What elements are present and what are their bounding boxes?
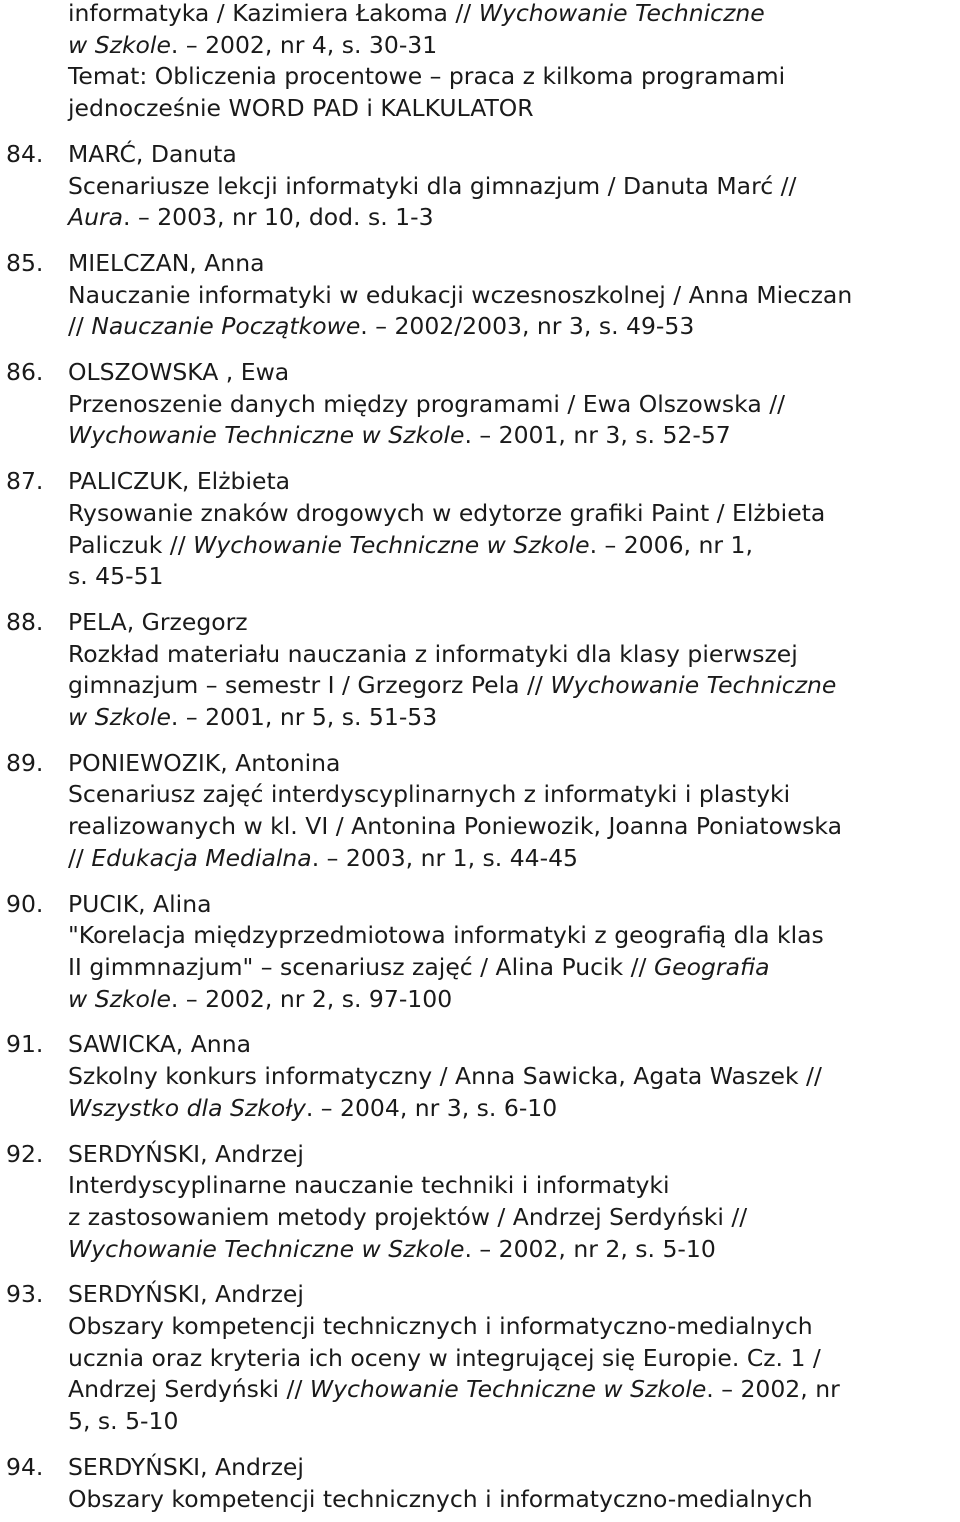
entry-text-line	[68, 93, 960, 125]
entry-number: 84.	[6, 139, 44, 168]
entry-text-line	[68, 952, 960, 984]
entry-author	[68, 889, 960, 921]
bibliography-entry	[6, 248, 960, 343]
text-segment: "Korelacja międzyprzedmiotowa informatyki z geografią dla klas	[68, 921, 824, 950]
text-segment: . – 2001, nr 5, s. 51-53	[170, 703, 438, 732]
entry-number: 85.	[6, 248, 44, 277]
text-segment: Obszary kompetencji technicznych i informatyczno-medialnych	[68, 1312, 813, 1341]
entry-text-line	[68, 202, 960, 234]
entry-number: 88.	[6, 607, 44, 636]
entry-text-line	[68, 0, 960, 30]
entry-text-line	[68, 1311, 960, 1343]
publication-title: Geografia	[653, 952, 770, 981]
entry-author	[68, 357, 960, 389]
text-segment: . – 2003, nr 1, s. 44-45	[311, 843, 579, 872]
text-segment: Przenoszenie danych między programami / Ewa Olszowska //	[68, 389, 786, 418]
text-segment: . – 2002/2003, nr 3, s. 49-53	[360, 312, 695, 341]
publication-title: Wychowanie Techniczne w Szkole	[309, 1375, 707, 1404]
text-segment: . – 2002, nr 2, s. 97-100	[170, 984, 453, 1013]
text-segment: //	[68, 312, 92, 341]
entry-text-line	[68, 779, 960, 811]
text-segment: . – 2001, nr 3, s. 52-57	[464, 421, 731, 450]
text-segment: gimnazjum – semestr I / Grzegorz Pela //	[68, 671, 551, 700]
publication-title: Aura	[68, 203, 124, 232]
publication-title: w Szkole	[68, 30, 171, 59]
entry-author	[68, 1139, 960, 1171]
text-segment: realizowanych w kl. VI / Antonina Poniewozik, Joanna Poniatowska	[68, 812, 843, 841]
entry-text-line	[68, 30, 960, 62]
entry-text-line	[68, 389, 960, 421]
entry-text-line	[68, 498, 960, 530]
bibliography-entry	[6, 466, 960, 593]
text-segment: . – 2003, nr 10, dod. s. 1-3	[123, 203, 434, 232]
entry-text-line	[68, 311, 960, 343]
text-segment: Rozkład materiału nauczania z informatyki dla klasy pierwszej	[68, 639, 798, 668]
text-segment: . – 2006, nr 1,	[589, 530, 753, 559]
text-segment: //	[68, 843, 92, 872]
entry-text-line	[68, 420, 960, 452]
text-segment: PALICZUK, Elżbieta	[68, 467, 291, 496]
entry-text-line	[68, 920, 960, 952]
text-segment: 5, s. 5-10	[68, 1407, 179, 1436]
bibliography-entry	[6, 1279, 960, 1438]
entry-text-line	[68, 171, 960, 203]
entry-number: 92.	[6, 1139, 44, 1168]
text-segment: Paliczuk //	[68, 530, 194, 559]
entry-text-line	[68, 280, 960, 312]
entry-text-line	[68, 561, 960, 593]
text-segment: Scenariusze lekcji informatyki dla gimnazjum / Danuta Marć //	[68, 171, 797, 200]
text-segment: informatyka / Kazimiera Łakoma //	[68, 0, 479, 27]
publication-title: Wychowanie Techniczne	[550, 671, 837, 700]
entry-text-line	[68, 1093, 960, 1125]
bibliography-entry	[6, 1029, 960, 1124]
bibliography-entry	[6, 1139, 960, 1266]
text-segment: Nauczanie informatyki w edukacji wczesnoszkolnej / Anna Mieczan	[68, 280, 853, 309]
bibliography-entry	[6, 607, 960, 734]
entry-text-line	[68, 1484, 960, 1516]
publication-title: w Szkole	[68, 703, 171, 732]
text-segment: OLSZOWSKA , Ewa	[68, 358, 290, 387]
text-segment: Rysowanie znaków drogowych w edytorze grafiki Paint / Elżbieta	[68, 498, 826, 527]
text-segment: Szkolny konkurs informatyczny / Anna Sawicka, Agata Waszek //	[68, 1062, 822, 1091]
text-segment: . – 2002, nr	[706, 1375, 840, 1404]
entry-author	[68, 1029, 960, 1061]
text-segment: Temat: Obliczenia procentowe – praca z kilkoma programami	[68, 62, 786, 91]
text-segment: s. 45-51	[68, 562, 164, 591]
entry-text-line	[68, 670, 960, 702]
publication-title: Wychowanie Techniczne w Szkole	[68, 1234, 465, 1263]
bibliography-entry	[6, 139, 960, 234]
entry-text-line	[68, 984, 960, 1016]
publication-title: Edukacja Medialna	[91, 843, 312, 872]
entry-number: 86.	[6, 358, 44, 387]
entry-author	[68, 607, 960, 639]
publication-title: Wychowanie Techniczne	[478, 0, 765, 27]
entry-number: 90.	[6, 889, 44, 918]
text-segment: II gimmnazjum" – scenariusz zajęć / Alina Pucik //	[68, 952, 654, 981]
bibliography-entry	[6, 0, 960, 125]
text-segment: jednocześnie WORD PAD i KALKULATOR	[68, 94, 534, 123]
text-segment: MARĆ, Danuta	[68, 139, 237, 168]
entry-author	[68, 466, 960, 498]
entry-author	[68, 1279, 960, 1311]
text-segment: Andrzej Serdyński //	[68, 1375, 310, 1404]
entry-text-line	[68, 1406, 960, 1438]
entry-text-line	[68, 1234, 960, 1266]
text-segment: SAWICKA, Anna	[68, 1030, 251, 1059]
entry-number: 91.	[6, 1030, 44, 1059]
entry-number: 93.	[6, 1280, 44, 1309]
entry-text-line	[68, 843, 960, 875]
bibliography-entry	[6, 1452, 960, 1515]
entry-number: 89.	[6, 748, 44, 777]
entry-text-line	[68, 1343, 960, 1375]
entry-number: 94.	[6, 1452, 44, 1481]
entry-author	[68, 1452, 960, 1484]
text-segment: ucznia oraz kryteria ich oceny w integrującej się Europie. Cz. 1 /	[68, 1343, 821, 1372]
text-segment: PONIEWOZIK, Antonina	[68, 748, 341, 777]
entry-text-line	[68, 639, 960, 671]
text-segment: MIELCZAN, Anna	[68, 248, 265, 277]
text-segment: z zastosowaniem metody projektów / Andrzej Serdyński //	[68, 1202, 748, 1231]
publication-title: Wychowanie Techniczne w Szkole	[193, 530, 590, 559]
entry-text-line	[68, 702, 960, 734]
text-segment: . – 2002, nr 2, s. 5-10	[464, 1234, 716, 1263]
bibliography-entry	[6, 889, 960, 1016]
entry-number: 87.	[6, 467, 44, 496]
text-segment: PUCIK, Alina	[68, 889, 212, 918]
entry-text-line	[68, 1202, 960, 1234]
text-segment: Obszary kompetencji technicznych i informatyczno-medialnych	[68, 1484, 813, 1513]
entry-author	[68, 139, 960, 171]
entry-text-line	[68, 1061, 960, 1093]
text-segment: . – 2002, nr 4, s. 30-31	[170, 30, 438, 59]
text-segment: SERDYŃSKI, Andrzej	[68, 1452, 304, 1481]
text-segment: Interdyscyplinarne nauczanie techniki i informatyki	[68, 1171, 670, 1200]
entry-text-line	[68, 530, 960, 562]
publication-title: Wszystko dla Szkoły	[68, 1093, 306, 1122]
entry-author	[68, 248, 960, 280]
text-segment: SERDYŃSKI, Andrzej	[68, 1280, 304, 1309]
text-segment: . – 2004, nr 3, s. 6-10	[305, 1093, 558, 1122]
entry-author	[68, 748, 960, 780]
publication-title: Wychowanie Techniczne w Szkole	[68, 421, 465, 450]
bibliography-entry	[6, 748, 960, 875]
text-segment: SERDYŃSKI, Andrzej	[68, 1139, 304, 1168]
entry-text-line	[68, 811, 960, 843]
text-segment: Scenariusz zajęć interdyscyplinarnych z informatyki i plastyki	[68, 780, 791, 809]
publication-title: Nauczanie Początkowe	[91, 312, 361, 341]
publication-title: w Szkole	[68, 984, 171, 1013]
bibliography-entry	[6, 357, 960, 452]
entry-text-line	[68, 1170, 960, 1202]
entry-text-line	[68, 61, 960, 93]
text-segment: PELA, Grzegorz	[68, 607, 248, 636]
entry-text-line	[68, 1374, 960, 1406]
